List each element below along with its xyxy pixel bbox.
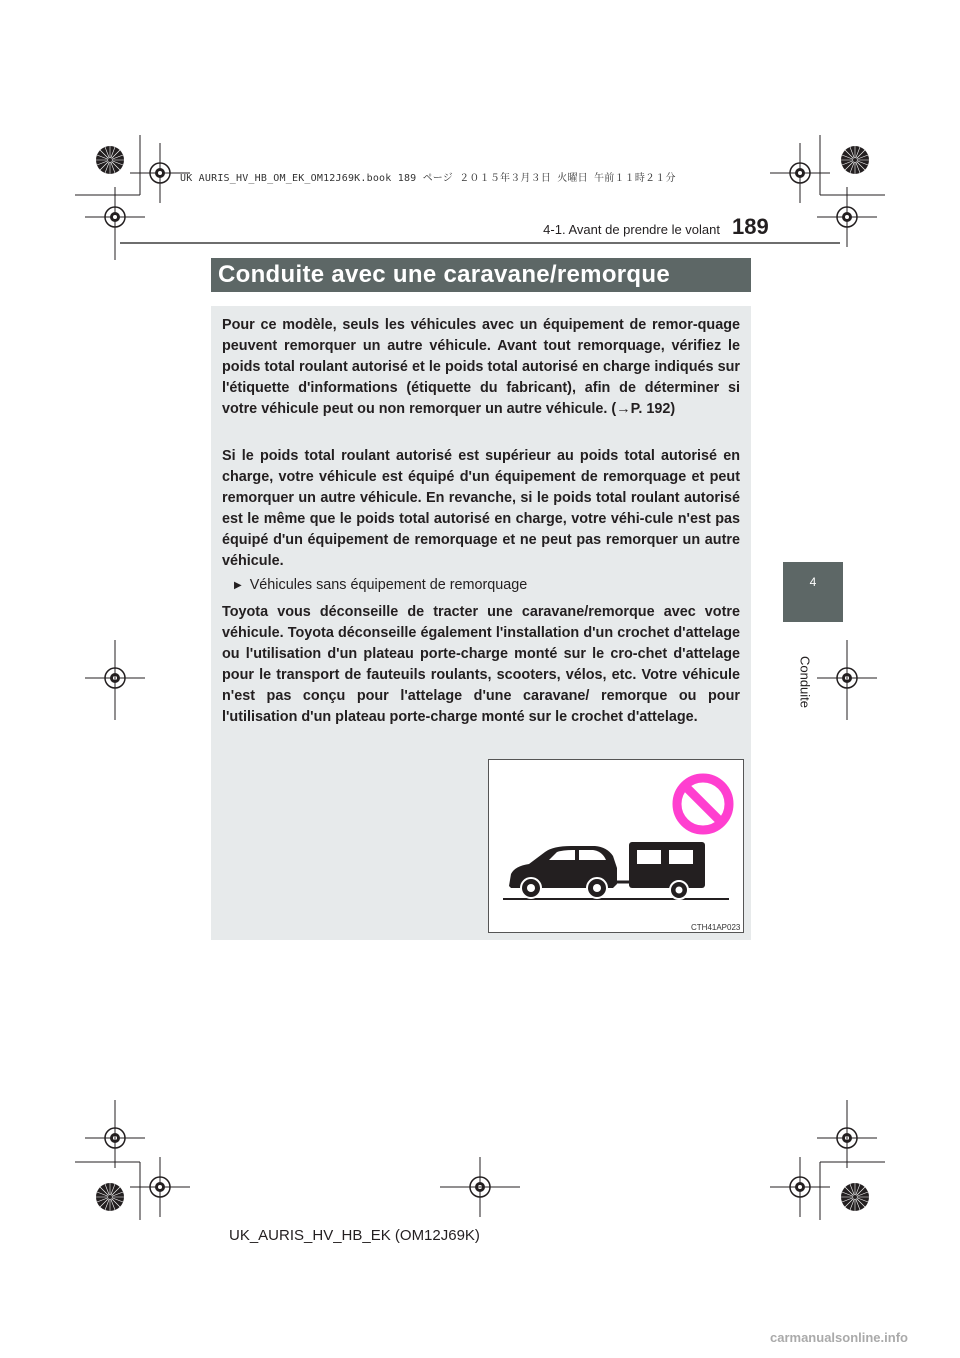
sunburst-mark-icon: [841, 146, 869, 174]
print-info-line: UK AURIS_HV_HB_OM_EK_OM12J69K.book 189 ページ ２０１５年３月３日 火曜日 午前１１時２１分: [180, 173, 676, 184]
crosshair-mark-icon: [770, 143, 830, 203]
page-number: 189: [732, 214, 769, 239]
crosshair-mark-icon: [817, 187, 877, 247]
section-label: 4-1. Avant de prendre le volant: [543, 222, 720, 237]
car-caravan-drawing: [489, 760, 743, 932]
page-title: Conduite avec une caravane/remorque: [218, 261, 670, 288]
chapter-label: Conduite: [797, 655, 813, 709]
crosshair-mark-icon: [130, 1157, 190, 1217]
paragraph-weights: Si le poids total roulant autorisé est supérieur au poids total autorisé en charge, votre véhicule est équipé d'un équipement de remorquage et peut remorquer un autre véhicule. En revanche, si le poids total roulant autorisé est le même que le poids total autorisé en charge, votre véhi-cule n'est pas équipé d'un équipement de remorquage et ne peut pas remorquer un autre véhicule.: [222, 448, 740, 569]
footer-doc-code: UK_AURIS_HV_HB_EK (OM12J69K): [229, 1227, 480, 1244]
sunburst-mark-icon: [96, 1183, 124, 1211]
caravan-icon: [629, 842, 705, 899]
paragraph-intro: Pour ce modèle, seuls les véhicules avec un équipement de remor-quage peuvent remorquer un autre véhicule. Avant tout remorquage, vérifiez le poids total roulant autorisé et le poids total autorisé en charge indiqués sur l'étiquette d'informations (étiquette du fabricant), afin de déterminer si votre véhicule peut ou non remorquer un autre véhicule. (→P. 192): [222, 317, 740, 417]
sunburst-mark-icon: [96, 146, 124, 174]
prohibition-icon: [677, 778, 729, 830]
crosshair-mark-icon: [770, 1157, 830, 1217]
towing-illustration: [488, 759, 744, 933]
paragraph-warning: Toyota vous déconseille de tracter une caravane/remorque avec votre véhicule. Toyota déconseille également l'installation d'un crochet d'attelage ou l'utilisation d'un plateau porte-charge monté sur le cro-chet d'attelage pour le transport de fauteuils roulants, scooters, vélos, etc. Votre véhicule n'est pas conçu pour l'attelage d'une caravane/ remorque ou pour l'utilisation d'un plateau porte-charge monté sur le crochet d'attelage.: [222, 604, 740, 725]
bullet-text: Véhicules sans équipement de remorquage: [249, 577, 528, 593]
illustration-code: CTH41AP023: [691, 923, 741, 932]
watermark: carmanualsonline.info: [770, 1330, 908, 1345]
header-rule: [120, 242, 840, 244]
bullet-item: [234, 577, 527, 593]
sunburst-mark-icon: [841, 1183, 869, 1211]
chapter-tab: [783, 562, 843, 622]
chapter-number: 4: [809, 575, 817, 589]
triangle-bullet-icon: ▶: [234, 580, 242, 591]
car-icon: [509, 846, 617, 898]
crosshair-mark-icon: [85, 187, 145, 247]
